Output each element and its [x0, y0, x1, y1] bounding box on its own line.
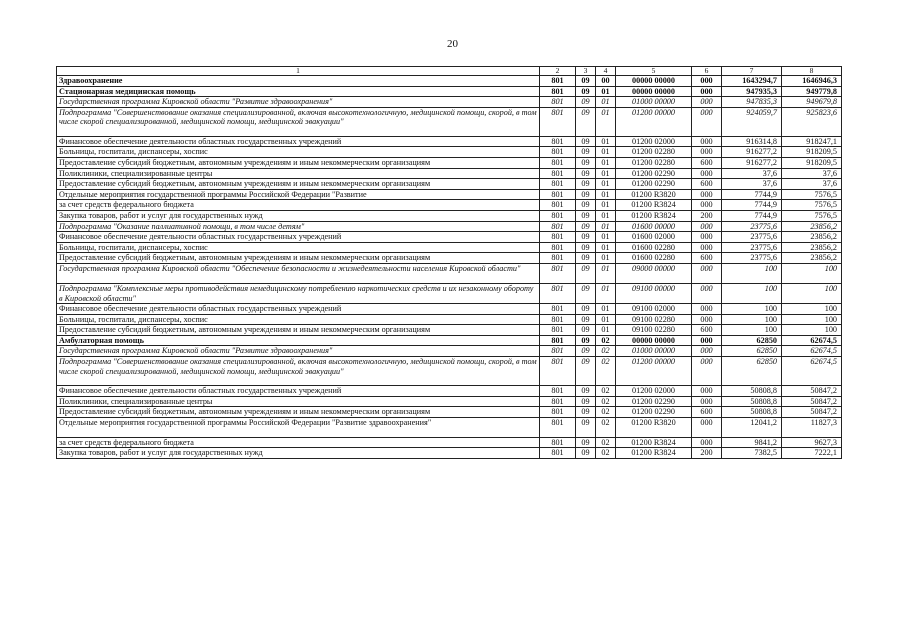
code-podrazdel: 01: [596, 325, 616, 336]
code-csr: 09100 02280: [616, 325, 692, 336]
sum-year-2: 949679,8: [782, 97, 842, 108]
code-razdel: 09: [576, 357, 596, 386]
code-vr: 200: [692, 210, 722, 221]
sum-year-2: 100: [782, 314, 842, 325]
code-podrazdel: 01: [596, 232, 616, 243]
sum-year-1: 37,6: [722, 179, 782, 190]
code-ved: 801: [540, 253, 576, 264]
code-csr: 01200 R3820: [616, 189, 692, 200]
table-row: [57, 157, 842, 168]
row-name: Больницы, госпитали, диспансеры, хоспис: [57, 314, 540, 325]
code-razdel: 09: [576, 136, 596, 147]
code-podrazdel: 01: [596, 263, 616, 283]
code-csr: 01200 00000: [616, 107, 692, 136]
code-vr: 000: [692, 386, 722, 397]
code-csr: 01200 02000: [616, 136, 692, 147]
code-csr: 01000 00000: [616, 346, 692, 357]
sum-year-1: 7382,5: [722, 448, 782, 459]
sum-year-2: 11827,3: [782, 417, 842, 437]
table-row: [57, 437, 842, 448]
code-ved: 801: [540, 86, 576, 97]
code-ved: 801: [540, 437, 576, 448]
code-razdel: 09: [576, 179, 596, 190]
sum-year-1: 23775,6: [722, 232, 782, 243]
sum-year-1: 9841,2: [722, 437, 782, 448]
code-podrazdel: 02: [596, 346, 616, 357]
code-podrazdel: 02: [596, 335, 616, 346]
code-razdel: 09: [576, 200, 596, 211]
sum-year-1: 916314,8: [722, 136, 782, 147]
row-name: за счет средств федерального бюджета: [57, 437, 540, 448]
header-cell: 4: [596, 67, 616, 76]
code-vr: 000: [692, 263, 722, 283]
sum-year-2: 918209,5: [782, 147, 842, 158]
code-ved: 801: [540, 335, 576, 346]
table-row: [57, 97, 842, 108]
row-name: Отдельные мероприятия государственной программы Российской Федерации "Развитие здравоохранения": [57, 417, 540, 437]
code-razdel: 09: [576, 86, 596, 97]
code-csr: 01200 02280: [616, 157, 692, 168]
sum-year-1: 916277,2: [722, 157, 782, 168]
code-vr: 000: [692, 232, 722, 243]
table-row: [57, 283, 842, 303]
sum-year-2: 23856,2: [782, 242, 842, 253]
sum-year-1: 7744,9: [722, 200, 782, 211]
code-csr: 01200 02290: [616, 168, 692, 179]
code-csr: 01200 02000: [616, 386, 692, 397]
row-name: Финансовое обеспечение деятельности областных государственных учреждений: [57, 136, 540, 147]
row-name: Закупка товаров, работ и услуг для государственных нужд: [57, 448, 540, 459]
sum-year-2: 7576,5: [782, 200, 842, 211]
code-csr: 01600 02280: [616, 253, 692, 264]
code-podrazdel: 01: [596, 86, 616, 97]
code-ved: 801: [540, 189, 576, 200]
code-podrazdel: 02: [596, 386, 616, 397]
header-cell: 2: [540, 67, 576, 76]
code-vr: 200: [692, 448, 722, 459]
row-name: Поликлиники, специализированные центры: [57, 396, 540, 407]
sum-year-1: 50808,8: [722, 396, 782, 407]
code-razdel: 09: [576, 386, 596, 397]
code-vr: 000: [692, 107, 722, 136]
row-name: Государственная программа Кировской области "Развитие здравоохранения": [57, 97, 540, 108]
code-podrazdel: 01: [596, 221, 616, 232]
code-ved: 801: [540, 283, 576, 303]
table-row: [57, 253, 842, 264]
code-vr: 000: [692, 335, 722, 346]
code-csr: 09100 02000: [616, 304, 692, 315]
table-row: [57, 76, 842, 87]
row-name: Предоставление субсидий бюджетным, автономным учреждениям и иным некоммерческим организациям: [57, 253, 540, 264]
code-razdel: 09: [576, 189, 596, 200]
row-name: Подпрограмма "Оказание паллиативной помощи, в том числе детям": [57, 221, 540, 232]
row-name: Финансовое обеспечение деятельности областных государственных учреждений: [57, 304, 540, 315]
code-vr: 000: [692, 200, 722, 211]
code-ved: 801: [540, 417, 576, 437]
code-ved: 801: [540, 232, 576, 243]
sum-year-2: 23856,2: [782, 221, 842, 232]
code-podrazdel: 01: [596, 107, 616, 136]
code-ved: 801: [540, 157, 576, 168]
code-razdel: 09: [576, 396, 596, 407]
sum-year-1: 916277,2: [722, 147, 782, 158]
code-razdel: 09: [576, 346, 596, 357]
sum-year-2: 1646946,3: [782, 76, 842, 87]
sum-year-1: 23775,6: [722, 242, 782, 253]
sum-year-2: 7222,1: [782, 448, 842, 459]
row-name: Стационарная медицинская помощь: [57, 86, 540, 97]
table-row: [57, 417, 842, 437]
code-csr: 01000 00000: [616, 97, 692, 108]
sum-year-2: 62674,5: [782, 357, 842, 386]
code-razdel: 09: [576, 263, 596, 283]
table-row: [57, 263, 842, 283]
code-csr: 01600 02280: [616, 242, 692, 253]
code-podrazdel: 01: [596, 314, 616, 325]
code-ved: 801: [540, 97, 576, 108]
row-name: Подпрограмма "Комплексные меры противодействия немедицинскому потреблению наркотических средств и их незаконному обороту в Кировской области": [57, 283, 540, 303]
sum-year-1: 50808,8: [722, 407, 782, 418]
code-ved: 801: [540, 76, 576, 87]
budget-table: [56, 66, 842, 459]
table-row: [57, 448, 842, 459]
code-razdel: 09: [576, 97, 596, 108]
code-csr: 01200 02280: [616, 147, 692, 158]
code-vr: 600: [692, 179, 722, 190]
sum-year-1: 50808,8: [722, 386, 782, 397]
table-row: [57, 335, 842, 346]
code-ved: 801: [540, 357, 576, 386]
code-razdel: 09: [576, 147, 596, 158]
code-razdel: 09: [576, 76, 596, 87]
code-vr: 600: [692, 157, 722, 168]
sum-year-1: 924059,7: [722, 107, 782, 136]
row-name: Государственная программа Кировской области "Обеспечение безопасности и жизнедеятельности населения Кировской области": [57, 263, 540, 283]
table-row: [57, 346, 842, 357]
header-cell: 7: [722, 67, 782, 76]
code-vr: 000: [692, 168, 722, 179]
table-row: [57, 147, 842, 158]
code-csr: 01200 R3824: [616, 448, 692, 459]
code-ved: 801: [540, 407, 576, 418]
code-ved: 801: [540, 107, 576, 136]
code-vr: 600: [692, 325, 722, 336]
page-number: 20: [447, 38, 458, 50]
sum-year-1: 100: [722, 304, 782, 315]
code-razdel: 09: [576, 210, 596, 221]
sum-year-1: 37,6: [722, 168, 782, 179]
table-row: [57, 179, 842, 190]
code-vr: 000: [692, 136, 722, 147]
sum-year-1: 62850: [722, 346, 782, 357]
code-vr: 000: [692, 314, 722, 325]
sum-year-2: 100: [782, 304, 842, 315]
code-ved: 801: [540, 346, 576, 357]
code-vr: 600: [692, 253, 722, 264]
table-row: [57, 189, 842, 200]
sum-year-1: 947835,3: [722, 97, 782, 108]
sum-year-1: 1643294,7: [722, 76, 782, 87]
table-row: [57, 325, 842, 336]
sum-year-2: 62674,5: [782, 335, 842, 346]
sum-year-2: 23856,2: [782, 232, 842, 243]
table-row: [57, 396, 842, 407]
code-podrazdel: 01: [596, 304, 616, 315]
code-csr: 00000 00000: [616, 76, 692, 87]
code-razdel: 09: [576, 232, 596, 243]
code-csr: 00000 00000: [616, 335, 692, 346]
code-razdel: 09: [576, 314, 596, 325]
code-podrazdel: 01: [596, 147, 616, 158]
code-ved: 801: [540, 200, 576, 211]
code-razdel: 09: [576, 417, 596, 437]
row-name: Закупка товаров, работ и услуг для государственных нужд: [57, 210, 540, 221]
row-name: Финансовое обеспечение деятельности областных государственных учреждений: [57, 232, 540, 243]
code-ved: 801: [540, 147, 576, 158]
code-vr: 000: [692, 147, 722, 158]
sum-year-1: 7744,9: [722, 189, 782, 200]
code-ved: 801: [540, 136, 576, 147]
row-name: Отдельные мероприятия государственной программы Российской Федерации "Развитие: [57, 189, 540, 200]
sum-year-1: 100: [722, 314, 782, 325]
row-name: Здравоохранение: [57, 76, 540, 87]
code-podrazdel: 02: [596, 407, 616, 418]
code-podrazdel: 01: [596, 168, 616, 179]
code-razdel: 09: [576, 437, 596, 448]
row-name: Предоставление субсидий бюджетным, автономным учреждениям и иным некоммерческим организациям: [57, 325, 540, 336]
code-vr: 000: [692, 221, 722, 232]
sum-year-1: 947935,3: [722, 86, 782, 97]
row-name: Больницы, госпитали, диспансеры, хоспис: [57, 147, 540, 158]
code-csr: 01200 02290: [616, 407, 692, 418]
row-name: Амбулаторная помощь: [57, 335, 540, 346]
code-vr: 000: [692, 417, 722, 437]
code-podrazdel: 01: [596, 253, 616, 264]
sum-year-2: 23856,2: [782, 253, 842, 264]
code-csr: 01200 R3820: [616, 417, 692, 437]
header-cell: 3: [576, 67, 596, 76]
row-name: за счет средств федерального бюджета: [57, 200, 540, 211]
code-podrazdel: 02: [596, 357, 616, 386]
code-csr: 01600 02000: [616, 232, 692, 243]
sum-year-2: 50847,2: [782, 386, 842, 397]
sum-year-1: 12041,2: [722, 417, 782, 437]
sum-year-2: 100: [782, 325, 842, 336]
code-ved: 801: [540, 314, 576, 325]
table-row: [57, 242, 842, 253]
table-row: [57, 357, 842, 386]
row-name: Предоставление субсидий бюджетным, автономным учреждениям и иным некоммерческим организациям: [57, 179, 540, 190]
table-row: [57, 407, 842, 418]
code-vr: 600: [692, 407, 722, 418]
code-ved: 801: [540, 221, 576, 232]
sum-year-1: 62850: [722, 335, 782, 346]
sum-year-1: 23775,6: [722, 253, 782, 264]
code-ved: 801: [540, 396, 576, 407]
row-name: Предоставление субсидий бюджетным, автономным учреждениям и иным некоммерческим организациям: [57, 407, 540, 418]
code-csr: 01200 R3824: [616, 210, 692, 221]
code-podrazdel: 01: [596, 210, 616, 221]
row-name: Финансовое обеспечение деятельности областных государственных учреждений: [57, 386, 540, 397]
code-vr: 000: [692, 396, 722, 407]
table-row: [57, 232, 842, 243]
header-cell: 1: [57, 67, 540, 76]
table-row: [57, 210, 842, 221]
row-name: Поликлиники, специализированные центры: [57, 168, 540, 179]
sum-year-2: 100: [782, 263, 842, 283]
sum-year-2: 918247,1: [782, 136, 842, 147]
sum-year-2: 949779,8: [782, 86, 842, 97]
table-row: [57, 386, 842, 397]
code-razdel: 09: [576, 304, 596, 315]
sum-year-2: 7576,5: [782, 189, 842, 200]
code-vr: 000: [692, 304, 722, 315]
table-row: [57, 136, 842, 147]
table-row: [57, 221, 842, 232]
code-podrazdel: 01: [596, 136, 616, 147]
code-ved: 801: [540, 448, 576, 459]
code-podrazdel: 01: [596, 200, 616, 211]
code-vr: 000: [692, 189, 722, 200]
code-razdel: 09: [576, 221, 596, 232]
header-cell: 5: [616, 67, 692, 76]
code-ved: 801: [540, 263, 576, 283]
code-csr: 09100 00000: [616, 283, 692, 303]
code-razdel: 09: [576, 242, 596, 253]
code-podrazdel: 02: [596, 417, 616, 437]
row-name: Государственная программа Кировской области "Развитие здравоохранения": [57, 346, 540, 357]
table-row: [57, 304, 842, 315]
code-razdel: 09: [576, 335, 596, 346]
code-razdel: 09: [576, 325, 596, 336]
sum-year-2: 50847,2: [782, 407, 842, 418]
sum-year-1: 62850: [722, 357, 782, 386]
code-csr: 01200 R3824: [616, 200, 692, 211]
sum-year-2: 50847,2: [782, 396, 842, 407]
sum-year-2: 7576,5: [782, 210, 842, 221]
code-csr: 09000 00000: [616, 263, 692, 283]
code-vr: 000: [692, 346, 722, 357]
sum-year-2: 37,6: [782, 179, 842, 190]
code-csr: 00000 00000: [616, 86, 692, 97]
code-podrazdel: 01: [596, 157, 616, 168]
code-razdel: 09: [576, 157, 596, 168]
table-row: [57, 314, 842, 325]
code-vr: 000: [692, 86, 722, 97]
code-razdel: 09: [576, 168, 596, 179]
sum-year-2: 62674,5: [782, 346, 842, 357]
code-razdel: 09: [576, 283, 596, 303]
code-ved: 801: [540, 179, 576, 190]
sum-year-1: 100: [722, 263, 782, 283]
code-ved: 801: [540, 325, 576, 336]
code-podrazdel: 01: [596, 97, 616, 108]
code-csr: 01200 R3824: [616, 437, 692, 448]
code-csr: 01200 02290: [616, 396, 692, 407]
sum-year-1: 7744,9: [722, 210, 782, 221]
row-name: Подпрограмма "Совершенствование оказания специализированной, включая высокотехнологичную, медицинской помощи, скорой, в том числе скорой специализированной, медицинской помощи, медицинской эвакуации": [57, 107, 540, 136]
sum-year-1: 100: [722, 325, 782, 336]
code-razdel: 09: [576, 448, 596, 459]
code-ved: 801: [540, 210, 576, 221]
header-row: [57, 67, 842, 76]
code-vr: 000: [692, 357, 722, 386]
code-vr: 000: [692, 242, 722, 253]
code-podrazdel: 02: [596, 448, 616, 459]
code-vr: 000: [692, 437, 722, 448]
code-vr: 000: [692, 76, 722, 87]
sum-year-2: 100: [782, 283, 842, 303]
code-razdel: 09: [576, 107, 596, 136]
code-ved: 801: [540, 386, 576, 397]
code-podrazdel: 00: [596, 76, 616, 87]
row-name: Больницы, госпитали, диспансеры, хоспис: [57, 242, 540, 253]
code-podrazdel: 01: [596, 242, 616, 253]
code-podrazdel: 02: [596, 437, 616, 448]
table-row: [57, 200, 842, 211]
header-cell: 8: [782, 67, 842, 76]
code-vr: 000: [692, 283, 722, 303]
table-row: [57, 168, 842, 179]
sum-year-2: 925823,6: [782, 107, 842, 136]
row-name: Подпрограмма "Совершенствование оказания специализированной, включая высокотехнологичную, медицинской помощи, скорой, в том числе скорой специализированной, медицинской помощи, медицинской эвакуации": [57, 357, 540, 386]
code-ved: 801: [540, 242, 576, 253]
row-name: Предоставление субсидий бюджетным, автономным учреждениям и иным некоммерческим организациям: [57, 157, 540, 168]
code-podrazdel: 02: [596, 396, 616, 407]
table-row: [57, 86, 842, 97]
header-cell: 6: [692, 67, 722, 76]
sum-year-1: 100: [722, 283, 782, 303]
code-podrazdel: 01: [596, 283, 616, 303]
sum-year-1: 23775,6: [722, 221, 782, 232]
code-razdel: 09: [576, 407, 596, 418]
code-podrazdel: 01: [596, 189, 616, 200]
code-csr: 01600 00000: [616, 221, 692, 232]
sum-year-2: 37,6: [782, 168, 842, 179]
code-vr: 000: [692, 97, 722, 108]
sum-year-2: 918209,5: [782, 157, 842, 168]
code-razdel: 09: [576, 253, 596, 264]
code-ved: 801: [540, 304, 576, 315]
code-csr: 01200 02290: [616, 179, 692, 190]
sum-year-2: 9627,3: [782, 437, 842, 448]
table-row: [57, 107, 842, 136]
code-podrazdel: 01: [596, 179, 616, 190]
code-ved: 801: [540, 168, 576, 179]
code-csr: 01200 00000: [616, 357, 692, 386]
code-csr: 09100 02280: [616, 314, 692, 325]
